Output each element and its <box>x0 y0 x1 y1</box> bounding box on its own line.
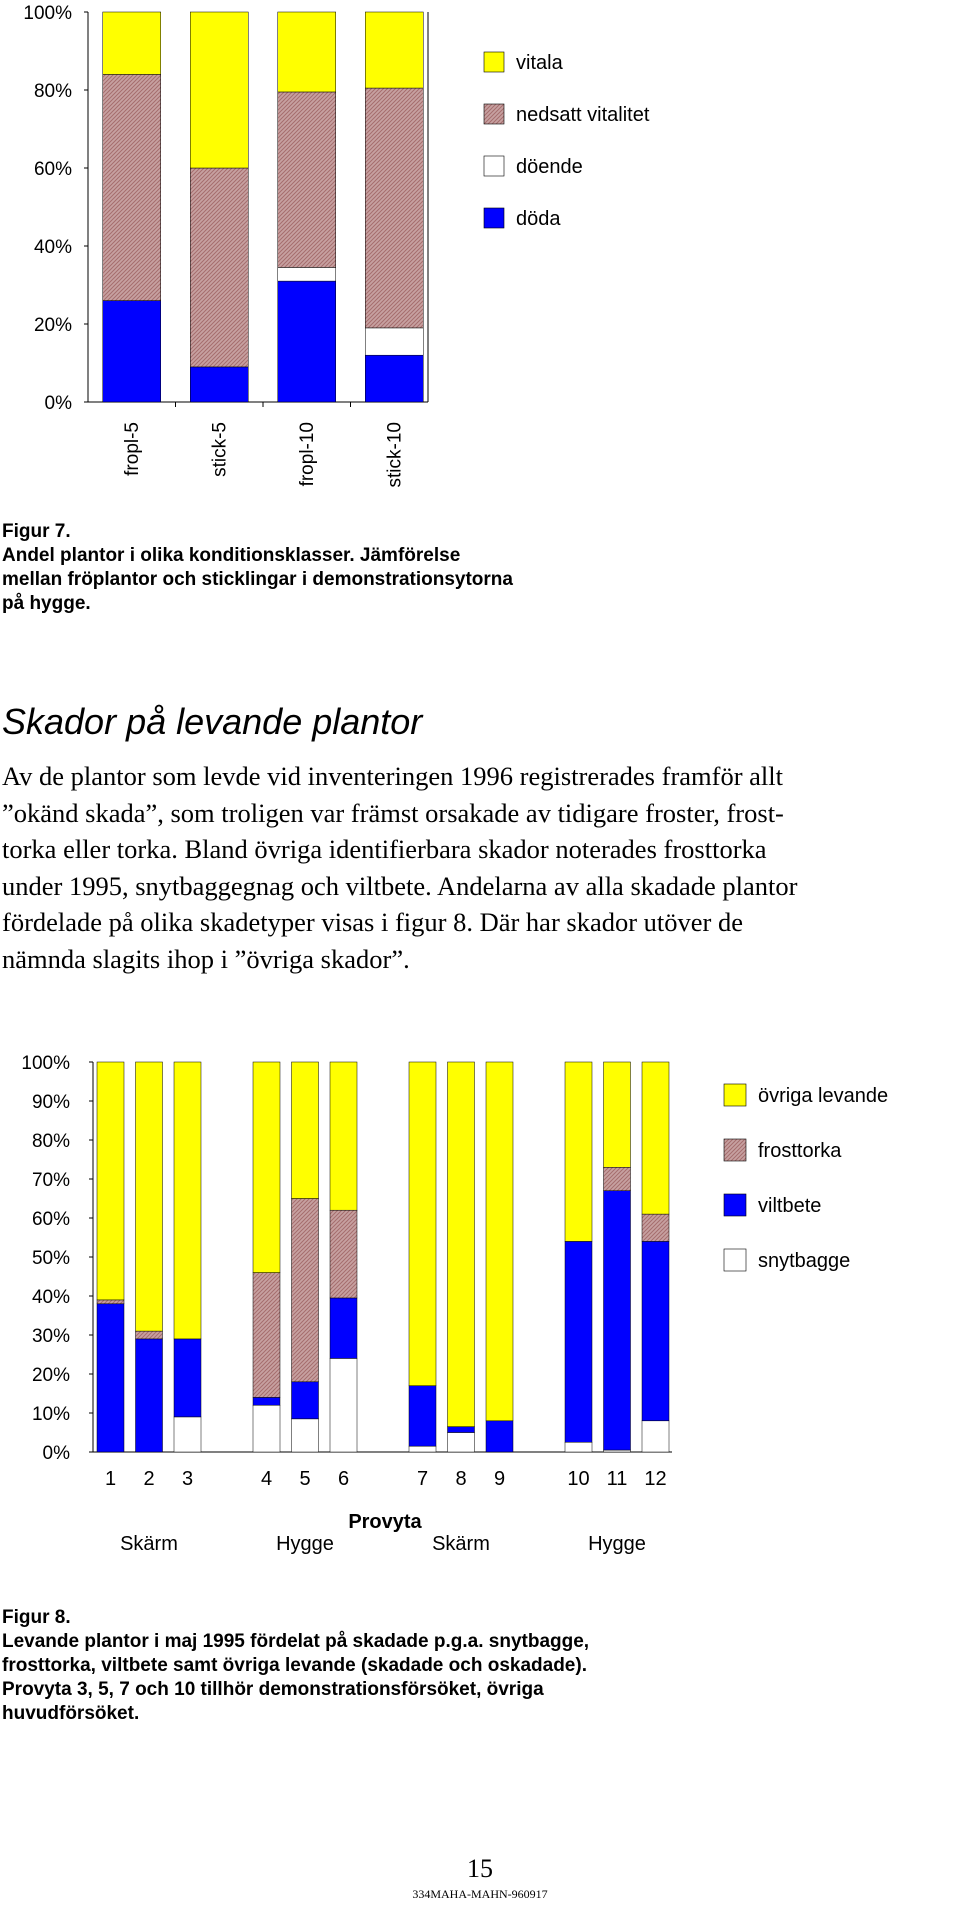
group-label: Skärm <box>120 1533 178 1555</box>
bar-segment-nedsatt-vitalitet <box>103 74 161 300</box>
legend-swatch-döende <box>484 156 504 176</box>
bar-segment-övriga-levande <box>604 1062 631 1167</box>
legend-swatch-snytbagge <box>724 1249 746 1271</box>
x-tick-label: 6 <box>337 1468 350 1490</box>
bar-segment-viltbete <box>330 1298 357 1358</box>
x-tick-label: 9 <box>493 1468 506 1490</box>
bar-segment-viltbete <box>253 1397 280 1405</box>
legend-swatch-frosttorka <box>724 1139 746 1161</box>
legend-label-döende: döende <box>516 156 583 178</box>
bar-segment-viltbete <box>292 1382 319 1419</box>
x-tick-label: 1 <box>104 1468 117 1490</box>
bar-segment-frosttorka <box>292 1199 319 1382</box>
bar-segment-övriga-levande <box>292 1062 319 1199</box>
group-label: Skärm <box>432 1533 490 1555</box>
bar-segment-viltbete <box>97 1304 124 1452</box>
bar-segment-snytbagge <box>409 1446 436 1452</box>
paragraph-line: fördelade på olika skadetyper visas i figur 8. Där har skador utöver de <box>2 907 744 937</box>
figure8-caption <box>2 1606 589 1726</box>
y-tick-label: 80% <box>33 81 72 102</box>
bar-segment-döda <box>278 281 336 402</box>
y-tick-label: 20% <box>33 315 72 336</box>
y-tick-label: 40% <box>31 1287 70 1308</box>
y-tick-label: 60% <box>33 159 72 180</box>
legend-label-frosttorka: frosttorka <box>758 1140 842 1162</box>
bar-segment-viltbete <box>642 1241 669 1420</box>
x-tick-label: 4 <box>260 1468 273 1490</box>
figure7-caption-line: Figur 7. <box>2 521 71 542</box>
bar-segment-övriga-levande <box>448 1062 475 1427</box>
bar-segment-snytbagge <box>642 1421 669 1452</box>
bar-segment-döende <box>365 328 423 355</box>
group-label: Hygge <box>588 1533 646 1555</box>
x-tick-label: stick-10 <box>384 422 406 488</box>
y-tick-label: 70% <box>31 1170 70 1191</box>
y-tick-label: 50% <box>31 1248 70 1269</box>
x-tick-label: stick-5 <box>209 422 231 477</box>
bar-segment-snytbagge <box>253 1405 280 1452</box>
bar-segment-frosttorka <box>136 1331 163 1339</box>
bar-segment-viltbete <box>409 1386 436 1446</box>
bar-segment-viltbete <box>448 1427 475 1433</box>
legend-swatch-nedsatt-vitalitet <box>484 104 504 124</box>
bar-segment-frosttorka <box>642 1214 669 1241</box>
document-code: 334MAHA-MAHN-960917 <box>412 1887 548 1901</box>
legend-swatch-döda <box>484 208 504 228</box>
bar-segment-snytbagge <box>448 1433 475 1453</box>
bar-segment-nedsatt-vitalitet <box>278 92 336 268</box>
bar-segment-snytbagge <box>604 1450 631 1452</box>
bar-segment-snytbagge <box>292 1419 319 1452</box>
x-tick-label: 2 <box>143 1468 155 1490</box>
bar-segment-döende <box>278 267 336 281</box>
legend-label-döda: döda <box>516 208 561 230</box>
x-tick-label: 3 <box>181 1468 194 1490</box>
paragraph-line: under 1995, snytbaggegnag och viltbete. Andelarna av alla skadade plantor <box>2 870 798 901</box>
bar-segment-övriga-levande <box>642 1062 669 1214</box>
legend-label-viltbete: viltbete <box>758 1195 822 1217</box>
bar-segment-vitala <box>365 12 423 88</box>
bar-segment-frosttorka <box>604 1167 631 1190</box>
page-number: 15 <box>467 1854 493 1883</box>
y-tick-label: 80% <box>31 1131 70 1152</box>
x-axis-title: Provyta <box>348 1511 422 1533</box>
bar-segment-frosttorka <box>253 1273 280 1398</box>
figure7-caption-line: Andel plantor i olika konditionsklasser. Jämförelse <box>2 545 461 566</box>
x-tick-label: 8 <box>455 1468 467 1490</box>
figure8-caption-line: Figur 8. <box>2 1607 71 1628</box>
legend-swatch-viltbete <box>724 1194 746 1216</box>
bar-segment-viltbete <box>604 1191 631 1450</box>
y-tick-label: 0% <box>42 1443 70 1464</box>
bar-segment-viltbete <box>486 1421 513 1452</box>
bar-segment-döda <box>190 367 248 402</box>
bar-segment-övriga-levande <box>486 1062 513 1421</box>
legend-swatch-vitala <box>484 52 504 72</box>
figure8-caption-line: Provyta 3, 5, 7 och 10 tillhör demonstrationsförsöket, övriga <box>2 1679 544 1700</box>
bar-segment-döda <box>103 301 161 402</box>
x-tick-label: 5 <box>299 1468 311 1490</box>
section-paragraph <box>2 758 797 977</box>
y-tick-label: 10% <box>31 1404 70 1425</box>
bar-segment-vitala <box>103 12 161 74</box>
y-tick-label: 40% <box>33 237 72 258</box>
bar-segment-viltbete <box>136 1339 163 1452</box>
x-tick-label: 10 <box>567 1468 590 1490</box>
bar-segment-övriga-levande <box>253 1062 280 1273</box>
x-tick-label: 11 <box>606 1468 628 1490</box>
bar-segment-snytbagge <box>330 1358 357 1452</box>
paragraph-line: ”okänd skada”, som troligen var främst orsakade av tidigare froster, frost- <box>2 797 784 828</box>
x-tick-label: 7 <box>416 1468 429 1490</box>
figure8-caption-line: Levande plantor i maj 1995 fördelat på skadade p.g.a. snytbagge, <box>2 1631 590 1652</box>
figure7-chart <box>0 0 960 505</box>
legend-label-nedsatt-vitalitet: nedsatt vitalitet <box>516 104 650 126</box>
bar-segment-frosttorka <box>330 1210 357 1298</box>
y-tick-label: 30% <box>31 1326 70 1347</box>
legend-swatch-övriga-levande <box>724 1084 746 1106</box>
y-tick-label: 90% <box>31 1092 70 1113</box>
bar-segment-snytbagge <box>174 1417 201 1452</box>
bar-segment-övriga-levande <box>409 1062 436 1386</box>
bar-segment-döda <box>365 355 423 402</box>
y-tick-label: 20% <box>31 1365 70 1386</box>
bar-segment-snytbagge <box>565 1442 592 1452</box>
bar-segment-övriga-levande <box>136 1062 163 1331</box>
x-tick-label: fropl-5 <box>121 422 143 476</box>
figure8-caption-line: huvudförsöket. <box>2 1703 140 1724</box>
bar-segment-vitala <box>190 12 248 168</box>
bar-segment-nedsatt-vitalitet <box>190 168 248 367</box>
bar-segment-nedsatt-vitalitet <box>365 88 423 328</box>
bar-segment-övriga-levande <box>330 1062 357 1210</box>
group-label: Hygge <box>276 1533 334 1555</box>
figure7-caption-line: mellan fröplantor och sticklingar i demonstrationsytorna <box>2 569 513 590</box>
x-tick-label: fropl-10 <box>296 422 318 487</box>
legend-label-övriga-levande: övriga levande <box>758 1085 889 1107</box>
x-tick-label: 12 <box>644 1468 667 1490</box>
y-tick-label: 0% <box>44 393 72 414</box>
figure8-chart <box>0 1040 960 1570</box>
legend-label-snytbagge: snytbagge <box>758 1250 851 1272</box>
figure8-caption-line: frosttorka, viltbete samt övriga levande (skadade och oskadade). <box>2 1655 587 1676</box>
paragraph-line: Av de plantor som levde vid inventeringen 1996 registrerades framför allt <box>2 761 784 791</box>
bar-segment-vitala <box>278 12 336 92</box>
bar-segment-frosttorka <box>97 1300 124 1304</box>
y-tick-label: 100% <box>21 1053 70 1074</box>
bar-segment-viltbete <box>565 1241 592 1442</box>
y-tick-label: 60% <box>31 1209 70 1230</box>
bar-segment-viltbete <box>174 1339 201 1417</box>
bar-segment-övriga-levande <box>97 1062 124 1300</box>
legend-label-vitala: vitala <box>516 52 563 74</box>
figure7-caption <box>2 520 513 616</box>
section-heading: Skador på levande plantor <box>2 701 423 742</box>
bar-segment-övriga-levande <box>565 1062 592 1241</box>
bar-segment-övriga-levande <box>174 1062 201 1339</box>
paragraph-line: nämnda slagits ihop i ”övriga skador”. <box>2 943 410 974</box>
figure7-caption-line: på hygge. <box>2 593 91 614</box>
y-tick-label: 100% <box>23 3 72 24</box>
paragraph-line: torka eller torka. Bland övriga identifierbara skador noterades frosttorka <box>2 834 767 864</box>
